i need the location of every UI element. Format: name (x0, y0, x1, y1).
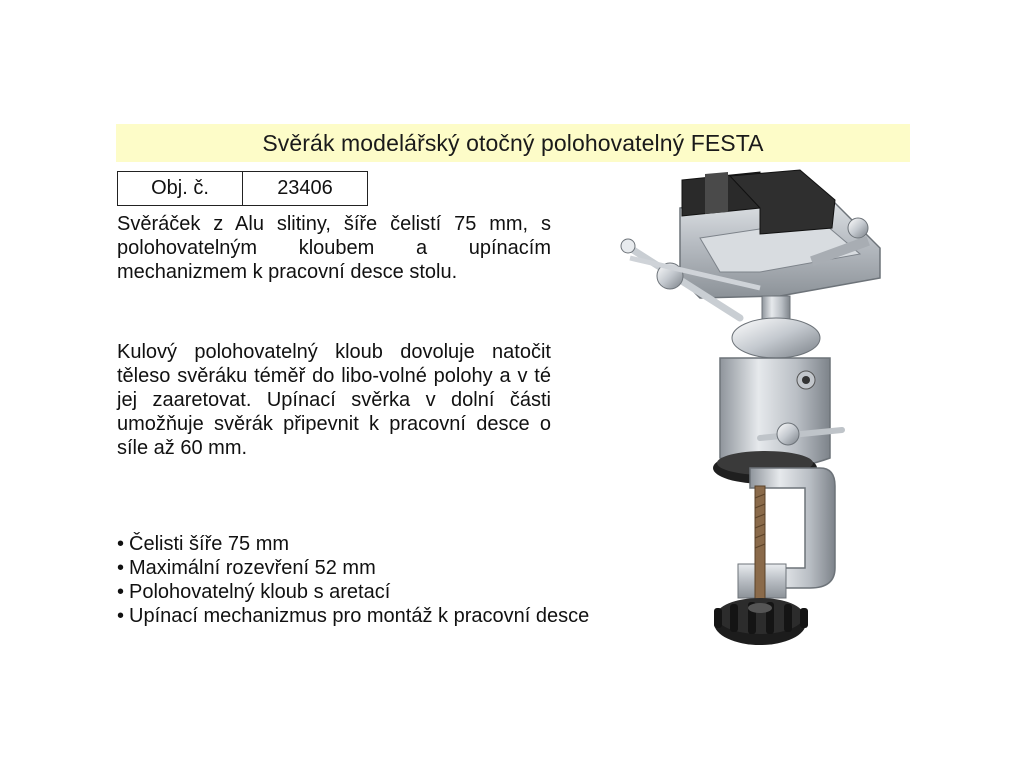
feature-item (117, 604, 589, 628)
feature-list (117, 532, 589, 628)
feature-item (117, 556, 589, 580)
feature-text: Maximální rozevření 52 mm (129, 557, 376, 579)
title-band (116, 124, 910, 162)
bullet-icon: • (117, 557, 125, 579)
ball-joint (720, 296, 830, 468)
feature-text: Upínací mechanizmus pro montáž k pracovní desce (129, 605, 590, 627)
bullet-icon: • (117, 605, 125, 627)
feature-text: Čelisti šíře 75 mm (129, 533, 290, 555)
bullet-icon: • (117, 533, 125, 555)
feature-item (117, 580, 589, 604)
page-title: Svěrák modelářský otočný polohovatelný FESTA (262, 129, 764, 156)
description-paragraph-2: Kulový polohovatelný kloub dovoluje natočit těleso svěráku téměř do libo-volné polohy a v té jej zaaretovat. Upínací svěrka v dolní části umožňuje svěrák připevnit k pracovní desce o síle až 60 mm. (117, 341, 551, 459)
table-clamp (713, 451, 835, 645)
bullet-icon: • (117, 581, 125, 603)
description-paragraph-1: Svěráček z Alu slitiny, šíře čelistí 75 mm, s polohovatelným kloubem a upínacím mechanizmem k pracovní desce stolu. (117, 213, 551, 283)
feature-text: Polohovatelný kloub s aretací (129, 581, 391, 603)
product-image (610, 168, 890, 658)
feature-item (117, 532, 589, 556)
order-number-table (117, 171, 368, 206)
order-number-value: 23406 (243, 172, 368, 206)
order-number-label: Obj. č. (118, 172, 243, 206)
